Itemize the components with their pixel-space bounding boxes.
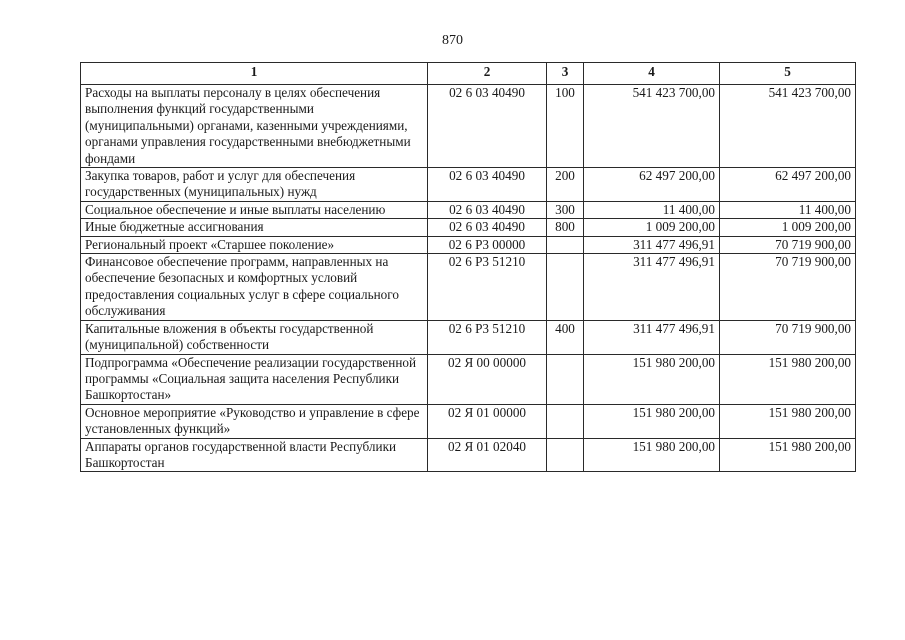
- row-code: 02 6 03 40490: [428, 219, 547, 236]
- row-code: 02 6 03 40490: [428, 168, 547, 202]
- row-code: 02 Я 00 00000: [428, 354, 547, 404]
- row-code: 02 Я 01 00000: [428, 404, 547, 438]
- row-name: Иные бюджетные ассигнования: [81, 219, 428, 236]
- table-header-row: [81, 63, 856, 85]
- row-type: [547, 254, 584, 321]
- table-row: [81, 438, 856, 472]
- row-type: 100: [547, 85, 584, 168]
- row-sum-1: 62 497 200,00: [584, 168, 720, 202]
- row-sum-1: 311 477 496,91: [584, 320, 720, 354]
- row-sum-2: 151 980 200,00: [720, 354, 856, 404]
- row-sum-2: 70 719 900,00: [720, 236, 856, 253]
- row-name: Капитальные вложения в объекты государственной (муниципальной) собственности: [81, 320, 428, 354]
- row-code: 02 6 P3 51210: [428, 254, 547, 321]
- table-row: [81, 236, 856, 253]
- row-type: 200: [547, 168, 584, 202]
- row-type: 400: [547, 320, 584, 354]
- page-number: 870: [442, 33, 463, 48]
- row-sum-1: 151 980 200,00: [584, 354, 720, 404]
- row-code: 02 6 P3 51210: [428, 320, 547, 354]
- row-code: 02 6 P3 00000: [428, 236, 547, 253]
- row-sum-2: 541 423 700,00: [720, 85, 856, 168]
- column-header-5: 5: [720, 63, 856, 85]
- table-row: [81, 254, 856, 321]
- row-sum-1: 151 980 200,00: [584, 438, 720, 472]
- table-row: [81, 354, 856, 404]
- row-name: Аппараты органов государственной власти Республики Башкортостан: [81, 438, 428, 472]
- row-sum-2: 70 719 900,00: [720, 254, 856, 321]
- row-name: Закупка товаров, работ и услуг для обеспечения государственных (муниципальных) нужд: [81, 168, 428, 202]
- table-row: [81, 219, 856, 236]
- column-header-1: 1: [81, 63, 428, 85]
- row-sum-1: 1 009 200,00: [584, 219, 720, 236]
- row-type: [547, 354, 584, 404]
- row-sum-2: 11 400,00: [720, 201, 856, 218]
- row-sum-2: 62 497 200,00: [720, 168, 856, 202]
- row-name: Подпрограмма «Обеспечение реализации государственной программы «Социальная защита населения Республики Башкортостан»: [81, 354, 428, 404]
- row-sum-2: 1 009 200,00: [720, 219, 856, 236]
- row-name: Социальное обеспечение и иные выплаты населению: [81, 201, 428, 218]
- row-sum-2: 151 980 200,00: [720, 438, 856, 472]
- table-row: [81, 85, 856, 168]
- table-row: [81, 168, 856, 202]
- row-sum-1: 151 980 200,00: [584, 404, 720, 438]
- row-code: 02 Я 01 02040: [428, 438, 547, 472]
- row-type: [547, 236, 584, 253]
- table-row: [81, 404, 856, 438]
- row-sum-2: 151 980 200,00: [720, 404, 856, 438]
- budget-table: [80, 62, 856, 472]
- row-name: Расходы на выплаты персоналу в целях обеспечения выполнения функций государственными (муниципальными) органами, казенными учреждениями, органами управления государственными внебюджетными фондами: [81, 85, 428, 168]
- row-sum-1: 311 477 496,91: [584, 236, 720, 253]
- row-type: [547, 438, 584, 472]
- table-row: [81, 201, 856, 218]
- row-sum-1: 311 477 496,91: [584, 254, 720, 321]
- column-header-4: 4: [584, 63, 720, 85]
- row-type: 800: [547, 219, 584, 236]
- row-name: Региональный проект «Старшее поколение»: [81, 236, 428, 253]
- row-code: 02 6 03 40490: [428, 201, 547, 218]
- row-sum-1: 11 400,00: [584, 201, 720, 218]
- column-header-2: 2: [428, 63, 547, 85]
- table-row: [81, 320, 856, 354]
- row-sum-1: 541 423 700,00: [584, 85, 720, 168]
- row-name: Финансовое обеспечение программ, направленных на обеспечение безопасных и комфортных условий предоставления социальных услуг в сфере социального обслуживания: [81, 254, 428, 321]
- row-type: 300: [547, 201, 584, 218]
- row-code: 02 6 03 40490: [428, 85, 547, 168]
- row-type: [547, 404, 584, 438]
- column-header-3: 3: [547, 63, 584, 85]
- row-sum-2: 70 719 900,00: [720, 320, 856, 354]
- row-name: Основное мероприятие «Руководство и управление в сфере установленных функций»: [81, 404, 428, 438]
